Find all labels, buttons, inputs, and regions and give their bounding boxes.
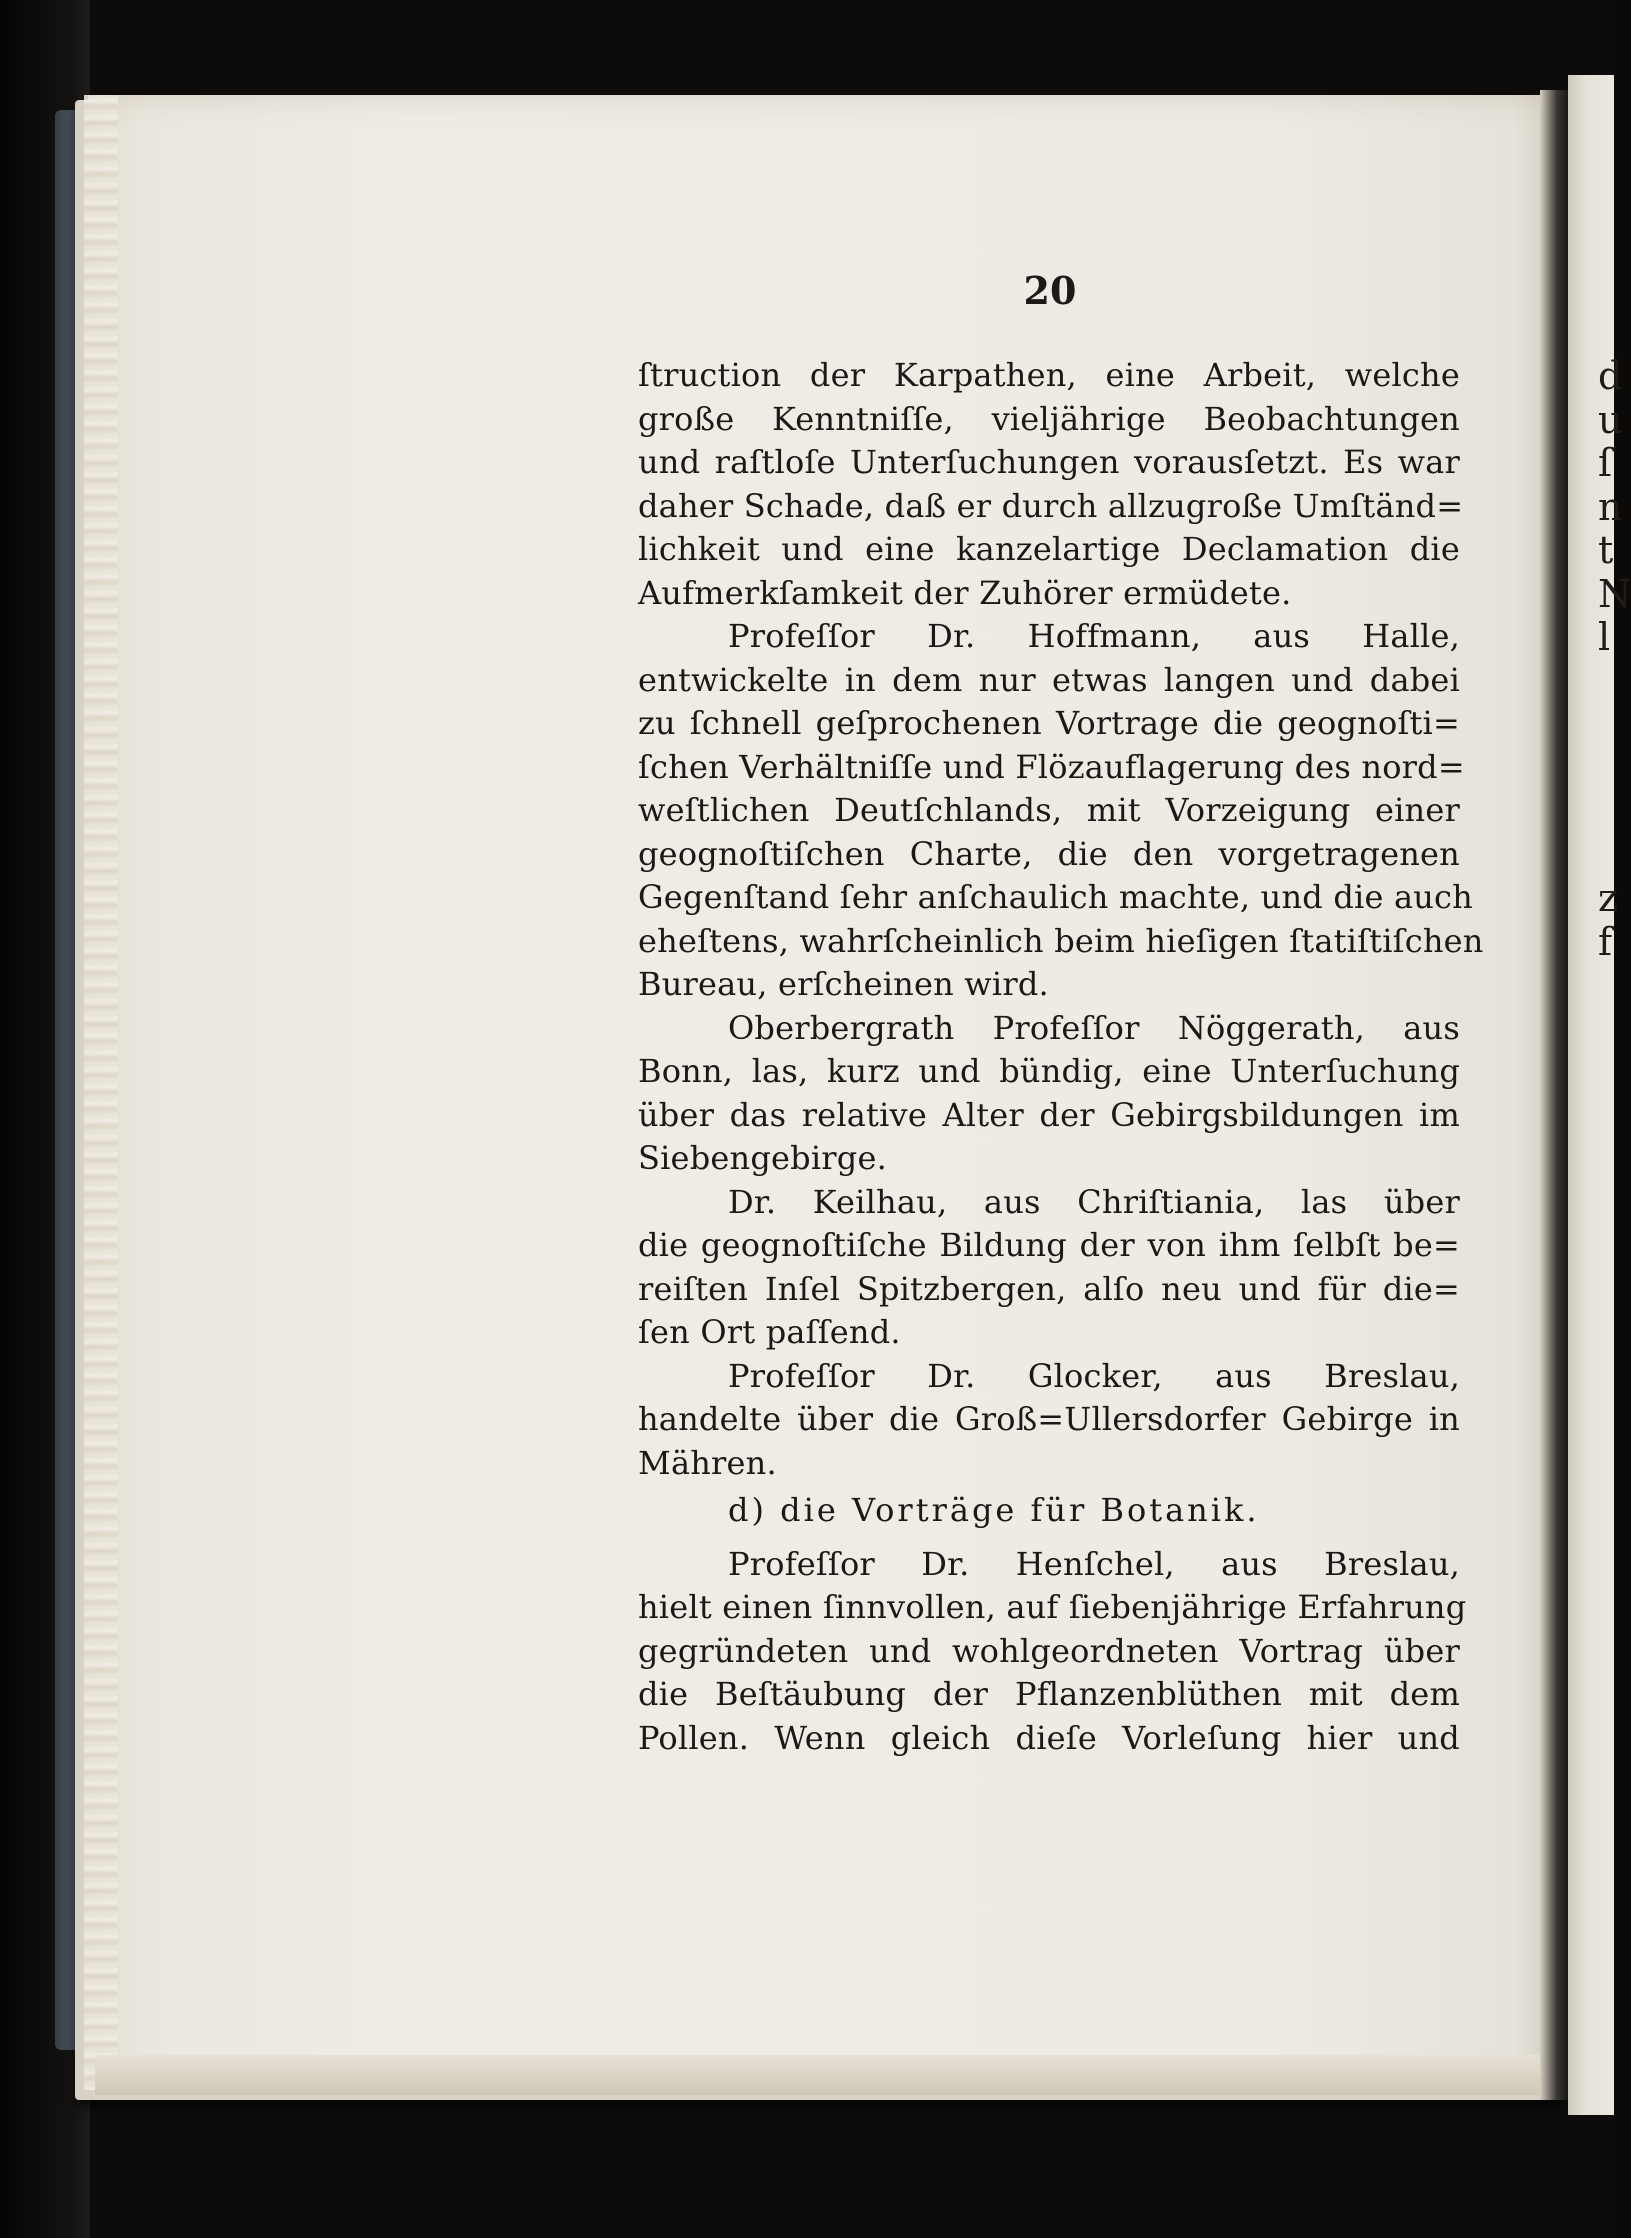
book-gutter (1540, 90, 1568, 2100)
facing-page-fragment (1598, 1051, 1614, 1095)
text-line: große Kenntniſſe, vieljährige Beobachtungen (638, 399, 1460, 438)
text-line: ſtruction der Karpathen, eine Arbeit, welche (638, 356, 1460, 394)
text-line: weſtlichen Deutſchlands, mit Vorzeigung einer (638, 791, 1460, 829)
facing-page-fragment: d (1598, 354, 1623, 398)
facing-page-fragment (1598, 1312, 1614, 1356)
text-line: geognoſtiſchen Charte, die den vorgetragenen (638, 834, 1460, 873)
facing-page-fragment (1598, 1356, 1614, 1400)
facing-page-fragment (1598, 1008, 1614, 1052)
text-line: Bureau, erſcheinen wird. (638, 965, 1049, 1003)
text-line: Aufmerkſamkeit der Zuhörer ermüdete. (638, 573, 1292, 612)
text-line: über das relative Alter der Gebirgsbildungen im (638, 1095, 1460, 1134)
facing-page-fragment (1598, 1269, 1614, 1313)
text-line: Gegenſtand ſehr anſchaulich machte, und die auch (638, 878, 1473, 916)
text-line: Profeſſor Dr. Glocker, aus Breslau, (728, 1356, 1460, 1395)
facing-page-fragment (1598, 790, 1614, 834)
text-line: entwickelte in dem nur etwas langen und dabei (638, 660, 1460, 699)
text-line: Siebengebirge. (638, 1139, 887, 1177)
facing-page-fragment (1598, 703, 1614, 747)
text-line: Dr. Keilhau, aus Chriſtiania, las über (728, 1182, 1460, 1221)
facing-page-fragment (1598, 1660, 1614, 1704)
text-line: handelte über die Groß=Ullersdorfer Gebirge in (638, 1400, 1460, 1438)
facing-page-fragment: N (1598, 571, 1631, 616)
facing-page-text (1598, 354, 1631, 1747)
facing-page-fragment (1598, 1225, 1614, 1269)
facing-page-fragment (1598, 660, 1614, 704)
page-bottom-edge (95, 2055, 1565, 2095)
text-line: reiſten Inſel Spitzbergen, alſo neu und für die= (638, 1269, 1460, 1308)
facing-page-fragment (1598, 1182, 1614, 1226)
text-line: Pollen. Wenn gleich dieſe Vorleſung hier und (638, 1718, 1460, 1757)
facing-page-fragment: u (1598, 397, 1623, 442)
facing-page-fragment: f (1598, 919, 1613, 964)
facing-page-fragment: z (1598, 876, 1619, 920)
facing-page-fragment (1598, 1399, 1614, 1443)
facing-page-fragment (1598, 1573, 1614, 1617)
facing-page-fragment (1598, 1095, 1614, 1139)
facing-page-fragment (1598, 1486, 1614, 1530)
facing-page-fragment (1598, 1443, 1614, 1487)
facing-page-fragment (1598, 1530, 1614, 1574)
text-line: ſchen Verhältniſſe und Flözauflagerung des nord= (638, 747, 1465, 786)
facing-page-fragment (1598, 747, 1614, 791)
facing-page-fragment: t (1598, 528, 1614, 572)
text-line: Bonn, las, kurz und bündig, eine Unterſuchung (638, 1052, 1460, 1090)
facing-page-fragment (1598, 834, 1614, 878)
text-line: und raſtloſe Unterſuchungen vorausſetzt. Es war (638, 443, 1460, 481)
facing-page-fragment: n (1598, 484, 1623, 529)
facing-page-fragment (1598, 1704, 1614, 1748)
text-line: Mähren. (638, 1443, 777, 1482)
page-number: 20 (1023, 268, 1077, 313)
frayed-page-edge (84, 95, 118, 2090)
facing-page-fragment (1598, 1617, 1614, 1661)
text-line: die Beſtäubung der Pflanzenblüthen mit dem (638, 1675, 1460, 1713)
facing-page-fragment: ſ (1598, 441, 1613, 485)
text-line: Profeſſor Dr. Henſchel, aus Breslau, (728, 1544, 1460, 1583)
text-line: eheſtens, wahrſcheinlich beim hieſigen ſtatiſtiſchen (638, 921, 1484, 960)
text-line: gegründeten und wohlgeordneten Vortrag über (638, 1631, 1460, 1670)
body-text (638, 354, 1484, 1760)
text-line: die geognoſtiſche Bildung der von ihm ſelbſt be= (638, 1226, 1460, 1264)
text-line: hielt einen ſinnvollen, auf ſiebenjährige Erfahrung (638, 1588, 1467, 1626)
facing-page-fragment (1598, 964, 1614, 1008)
text-line: ſen Ort paſſend. (638, 1313, 901, 1351)
facing-page-fragment: l (1598, 615, 1611, 659)
text-line: daher Schade, daß er durch allzugroße Umſtänd= (638, 486, 1464, 525)
text-line: zu ſchnell geſprochenen Vortrage die geognoſti= (638, 704, 1460, 742)
section-heading: d) die Vorträge für Botanik. (728, 1491, 1260, 1529)
facing-page-fragment (1598, 1138, 1614, 1182)
text-line: lichkeit und eine kanzelartige Declamation die (638, 530, 1460, 568)
text-line: Oberbergrath Profeſſor Nöggerath, aus (728, 1008, 1460, 1047)
text-line: Profeſſor Dr. Hoffmann, aus Halle, (728, 617, 1460, 655)
